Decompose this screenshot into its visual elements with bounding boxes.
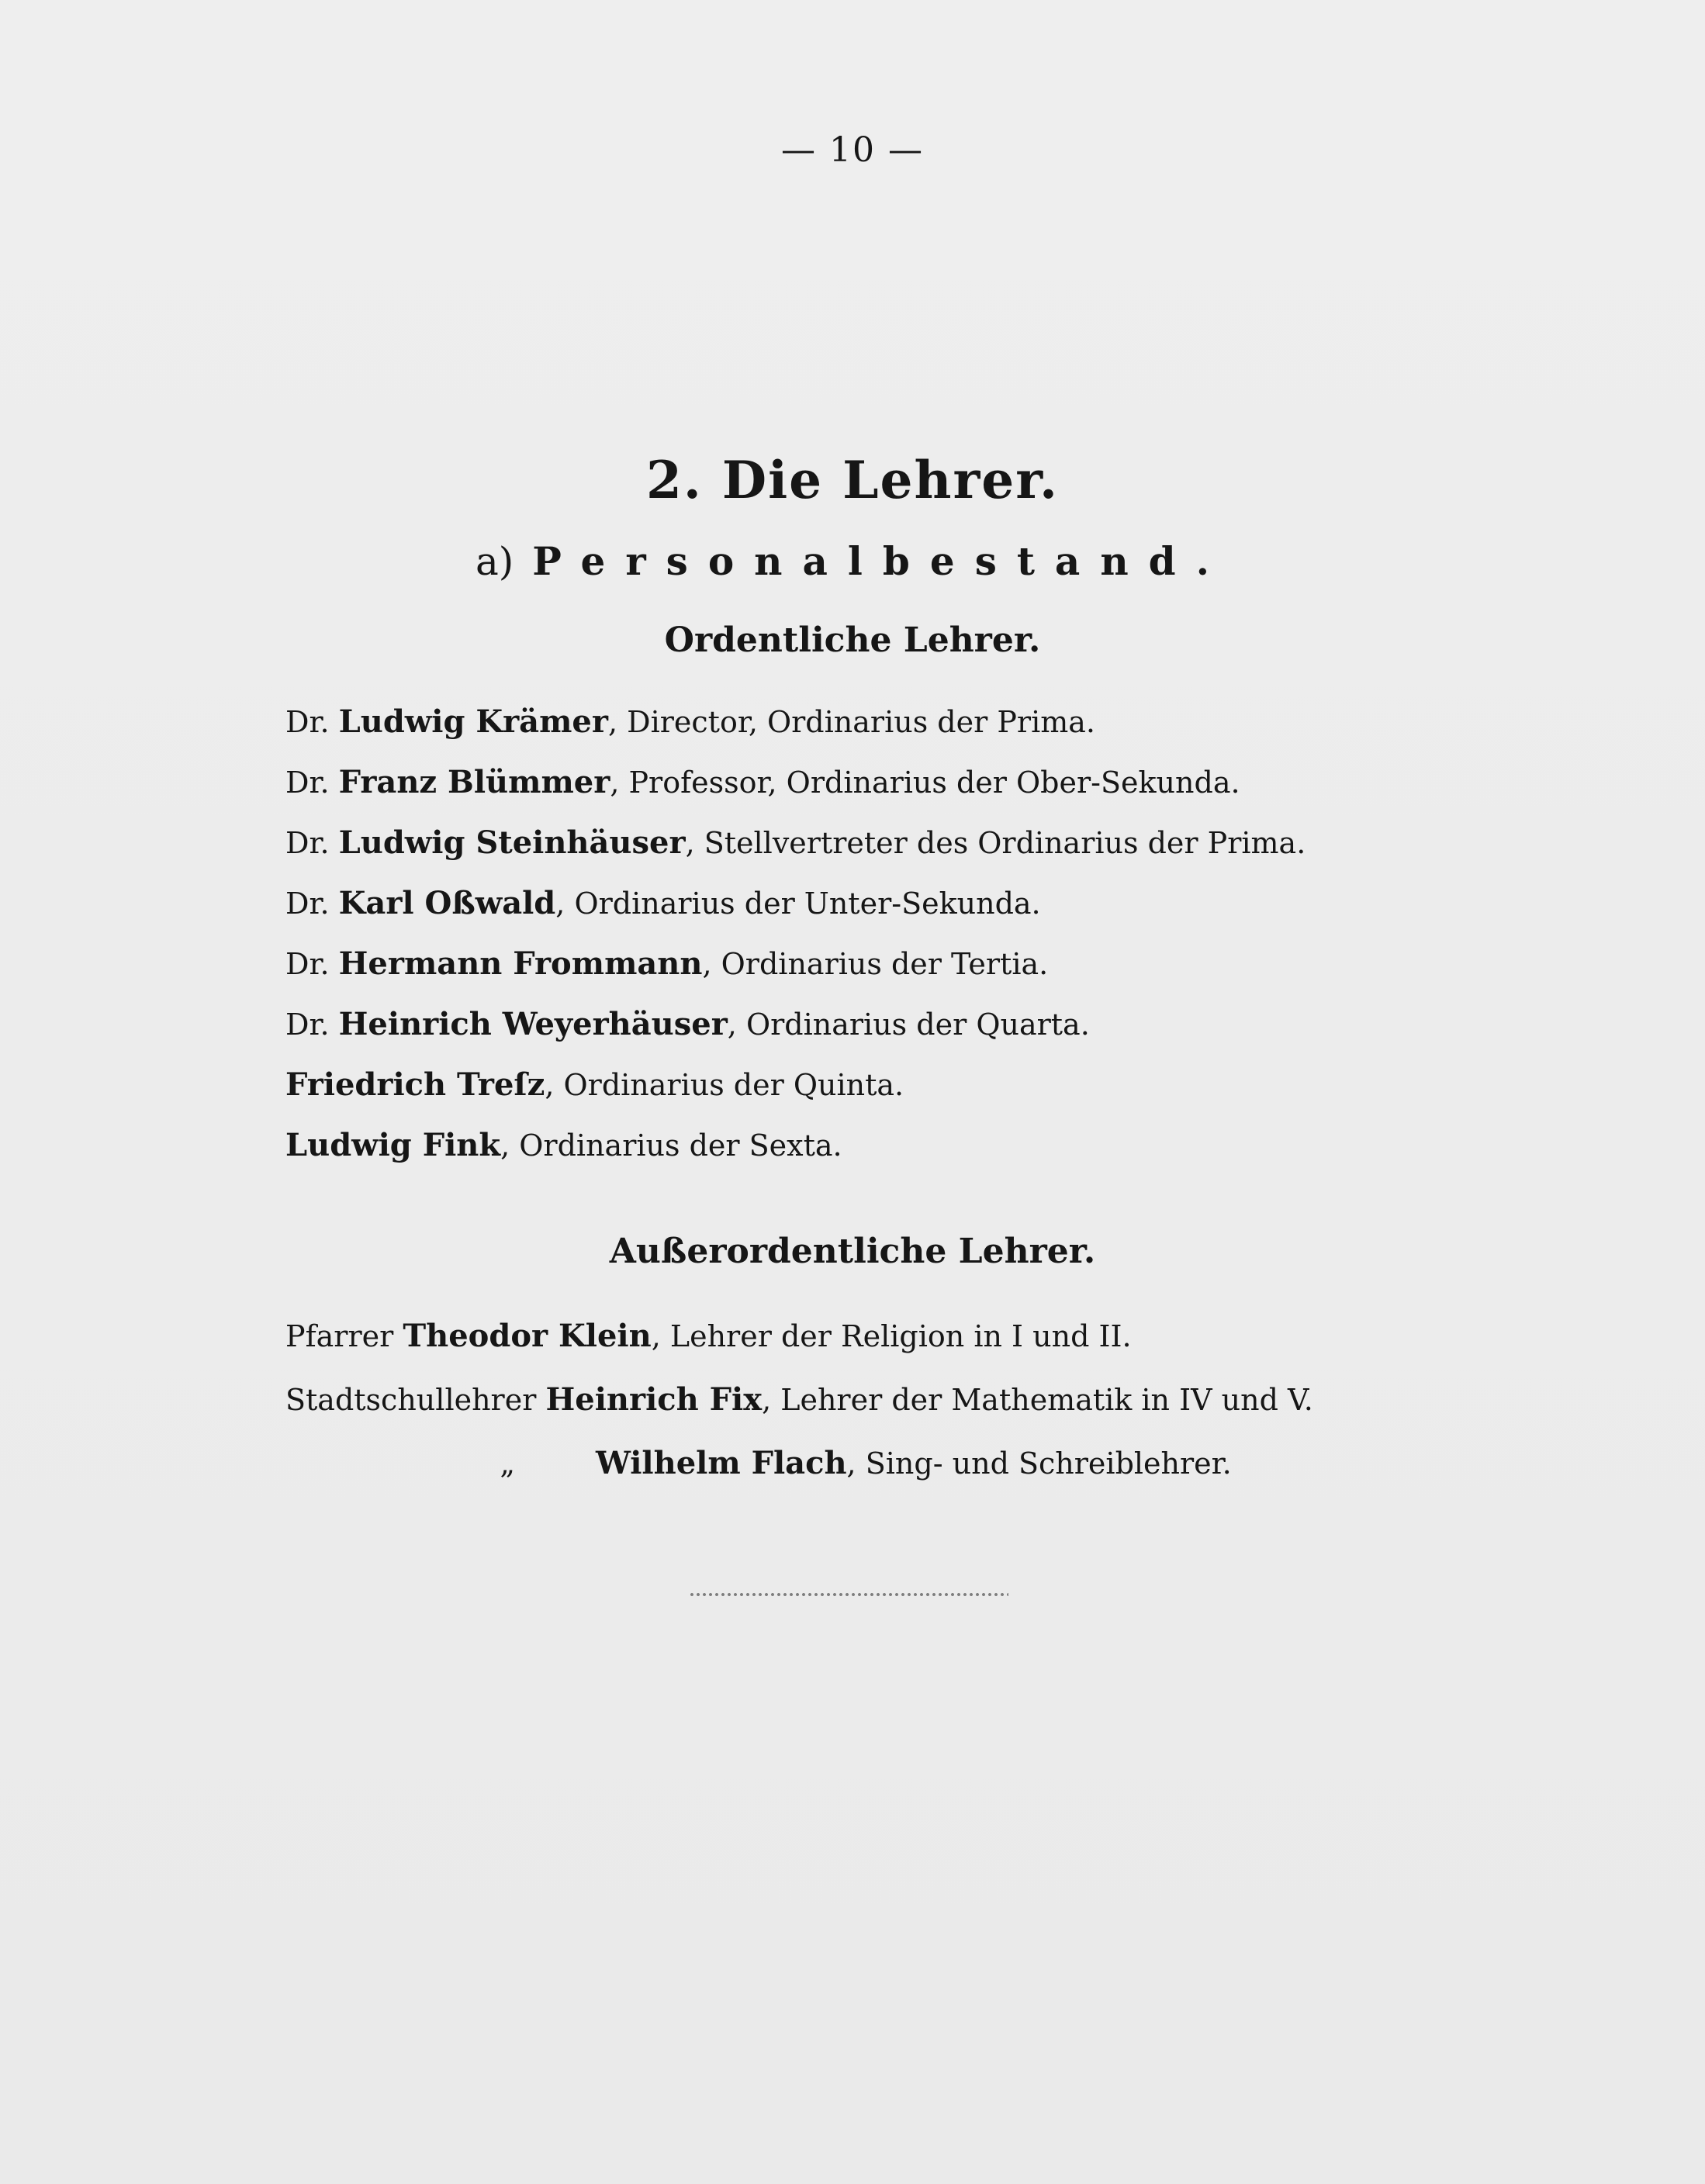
teacher-entry: „ Wilhelm Flach, Sing- und Schreiblehrer.	[285, 1432, 1313, 1495]
teacher-role: Ordinarius der Sexta.	[519, 1128, 842, 1163]
teacher-name: Theodor Klein	[403, 1318, 652, 1354]
teacher-role: Sing- und Schreiblehrer.	[865, 1446, 1232, 1481]
teacher-name: Karl Oßwald	[338, 885, 556, 921]
teacher-prefix: Pfarrer	[285, 1319, 394, 1353]
section-title: 2. Die Lehrer.	[646, 450, 1059, 510]
teacher-role: Director, Ordinarius der Prima.	[627, 705, 1095, 739]
ausserordentliche-lehrer-heading: Außerordentliche Lehrer.	[609, 1232, 1096, 1271]
teacher-prefix: Dr.	[285, 947, 330, 981]
teacher-prefix: Stadtschullehrer	[285, 1383, 537, 1417]
teacher-name: Wilhelm Flach	[596, 1445, 847, 1481]
ditto-mark: „	[500, 1446, 515, 1481]
ordentliche-teacher-list	[285, 692, 1306, 1176]
teacher-role: Lehrer der Religion in I und II.	[669, 1319, 1132, 1353]
teacher-name: Ludwig Fink	[285, 1127, 501, 1163]
teacher-role: Stellvertreter des Ordinarius der Prima.	[704, 826, 1306, 860]
teacher-entry: Friedrich Treſz, Ordinarius der Quinta.	[285, 1066, 904, 1103]
teacher-role: Ordinarius der Quarta.	[745, 1007, 1090, 1042]
divider-ornament	[689, 1591, 1008, 1599]
teacher-prefix: Dr.	[285, 705, 330, 739]
teacher-entry: Dr. Hermann Frommann, Ordinarius der Tertia.	[285, 945, 1049, 982]
teacher-role: Ordinarius der Tertia.	[721, 947, 1049, 981]
teacher-prefix: Dr.	[285, 826, 330, 860]
subsection-marker: a)	[475, 539, 514, 584]
teacher-entry: Dr. Heinrich Weyerhäuser, Ordinarius der Quarta.	[285, 1006, 1090, 1042]
subsection-label: Personalbestand.	[532, 538, 1230, 584]
teacher-name: Ludwig Steinhäuser	[338, 824, 686, 861]
teacher-entry: Ludwig Fink, Ordinarius der Sexta.	[285, 1127, 842, 1163]
teacher-name: Heinrich Weyerhäuser	[338, 1006, 728, 1042]
teacher-name: Hermann Frommann	[338, 945, 703, 982]
teacher-entry: Pfarrer Theodor Klein, Lehrer der Religion in I und II.	[285, 1318, 1132, 1354]
teacher-entry: Dr. Karl Oßwald, Ordinarius der Unter-Sekunda.	[285, 885, 1041, 921]
teacher-role: Ordinarius der Quinta.	[563, 1068, 904, 1102]
teacher-role: Ordinarius der Unter-Sekunda.	[574, 886, 1041, 921]
teacher-entry: Dr. Franz Blümmer, Professor, Ordinarius der Ober-Sekunda.	[285, 764, 1240, 800]
teacher-name: Franz Blümmer	[338, 764, 610, 800]
ordentliche-lehrer-heading: Ordentliche Lehrer.	[664, 620, 1041, 660]
teacher-entry: Stadtschullehrer Heinrich Fix, Lehrer der Mathematik in IV und V.	[285, 1381, 1313, 1418]
teacher-prefix: Dr.	[285, 886, 330, 921]
teacher-entry: Dr. Ludwig Steinhäuser, Stellvertreter des Ordinarius der Prima.	[285, 824, 1306, 861]
teacher-name: Heinrich Fix	[545, 1381, 763, 1418]
teacher-name: Friedrich Treſz	[285, 1066, 545, 1103]
ausserordentliche-teacher-list	[285, 1305, 1313, 1495]
teacher-role: Lehrer der Mathematik in IV und V.	[780, 1383, 1313, 1417]
teacher-prefix: Dr.	[285, 1007, 330, 1042]
teacher-role: Professor, Ordinarius der Ober-Sekunda.	[628, 765, 1240, 800]
page-number: — 10 —	[781, 130, 924, 170]
teacher-name: Ludwig Krämer	[338, 703, 608, 740]
teacher-entry: Dr. Ludwig Krämer, Director, Ordinarius der Prima.	[285, 703, 1095, 740]
subsection-title	[0, 538, 1705, 584]
teacher-prefix: Dr.	[285, 765, 330, 800]
